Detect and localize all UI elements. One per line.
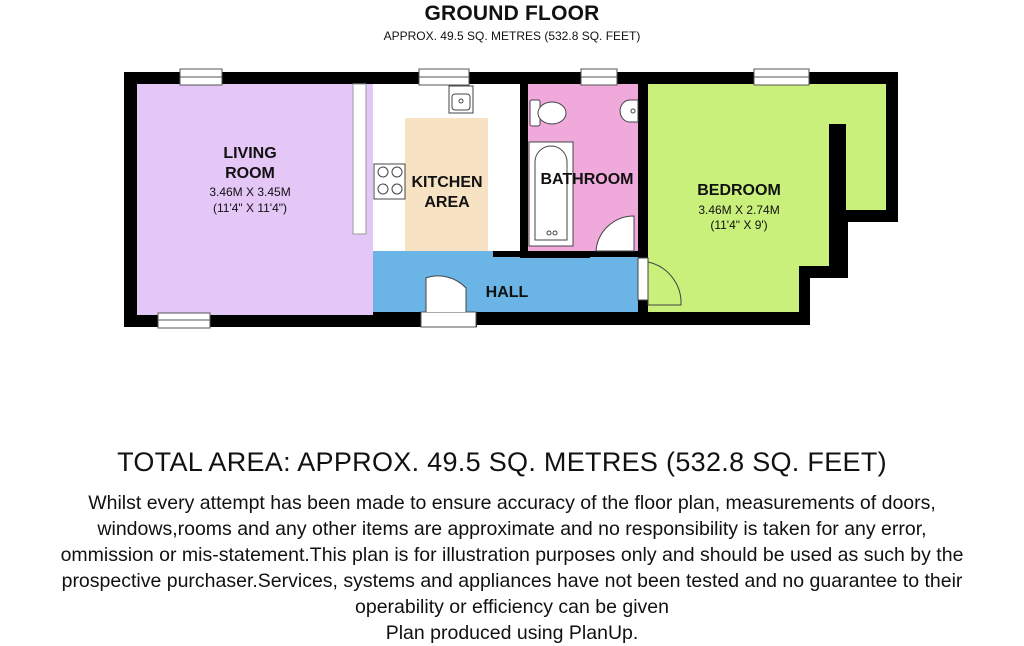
disclaimer-line: ommission or mis-statement.This plan is for illustration purposes only and should be used as such by the bbox=[60, 544, 964, 566]
living-room-name-line1: LIVING bbox=[223, 145, 277, 162]
living-room-name-line2: ROOM bbox=[225, 165, 275, 182]
living-divider bbox=[353, 84, 366, 234]
window-bathroom bbox=[581, 69, 617, 85]
disclaimer-line: prospective purchaser.Services, systems and appliances have not been tested and no guarantee to their bbox=[61, 570, 963, 592]
bathtub bbox=[529, 142, 573, 246]
disclaimer-line: operability or efficiency can be given bbox=[355, 596, 669, 618]
kitchen-bathroom-wall bbox=[520, 84, 528, 257]
kitchen-name-line1: KITCHEN bbox=[411, 174, 483, 191]
floor-title: GROUND FLOOR bbox=[424, 2, 600, 25]
living-room-floor bbox=[137, 84, 373, 315]
floor-area-subtitle: APPROX. 49.5 SQ. METRES (532.8 SQ. FEET) bbox=[383, 29, 641, 43]
bedroom-dim-metric: 3.46M X 2.74M bbox=[698, 203, 780, 217]
kitchen-hall-step bbox=[373, 251, 493, 257]
hall-bedroom-wall bbox=[638, 300, 648, 312]
hall-name: HALL bbox=[485, 284, 529, 301]
disclaimer bbox=[0, 490, 1024, 646]
living-room-dim-imperial: (11'4" X 11'4") bbox=[212, 201, 288, 215]
living-room-dim-metric: 3.46M X 3.45M bbox=[209, 185, 291, 199]
total-area: TOTAL AREA: APPROX. 49.5 SQ. METRES (532.8 SQ. FEET) bbox=[117, 447, 887, 477]
window-living-top bbox=[180, 69, 222, 85]
disclaimer-line: Whilst every attempt has been made to ensure accuracy of the floor plan, measurements of doors, bbox=[88, 492, 936, 514]
window-living-bottom bbox=[158, 313, 210, 328]
toilet bbox=[530, 100, 566, 126]
window-kitchen bbox=[419, 69, 469, 85]
window-bedroom bbox=[754, 69, 809, 85]
bathroom-name: BATHROOM bbox=[540, 171, 634, 188]
credit-line: Plan produced using PlanUp. bbox=[385, 622, 639, 644]
bedroom-dim-imperial: (11'4" X 9') bbox=[710, 218, 768, 232]
kitchen-name-line2: AREA bbox=[424, 194, 470, 211]
bathroom-bedroom-wall bbox=[638, 84, 648, 258]
bathroom-hall-wall bbox=[520, 251, 590, 258]
wash-basin bbox=[620, 100, 638, 122]
kitchen-hob bbox=[374, 164, 405, 199]
bedroom-name: BEDROOM bbox=[697, 182, 781, 199]
disclaimer-line: windows,rooms and any other items are approximate and no responsibility is taken for any error, bbox=[97, 518, 927, 540]
kitchen-sink bbox=[449, 86, 473, 113]
